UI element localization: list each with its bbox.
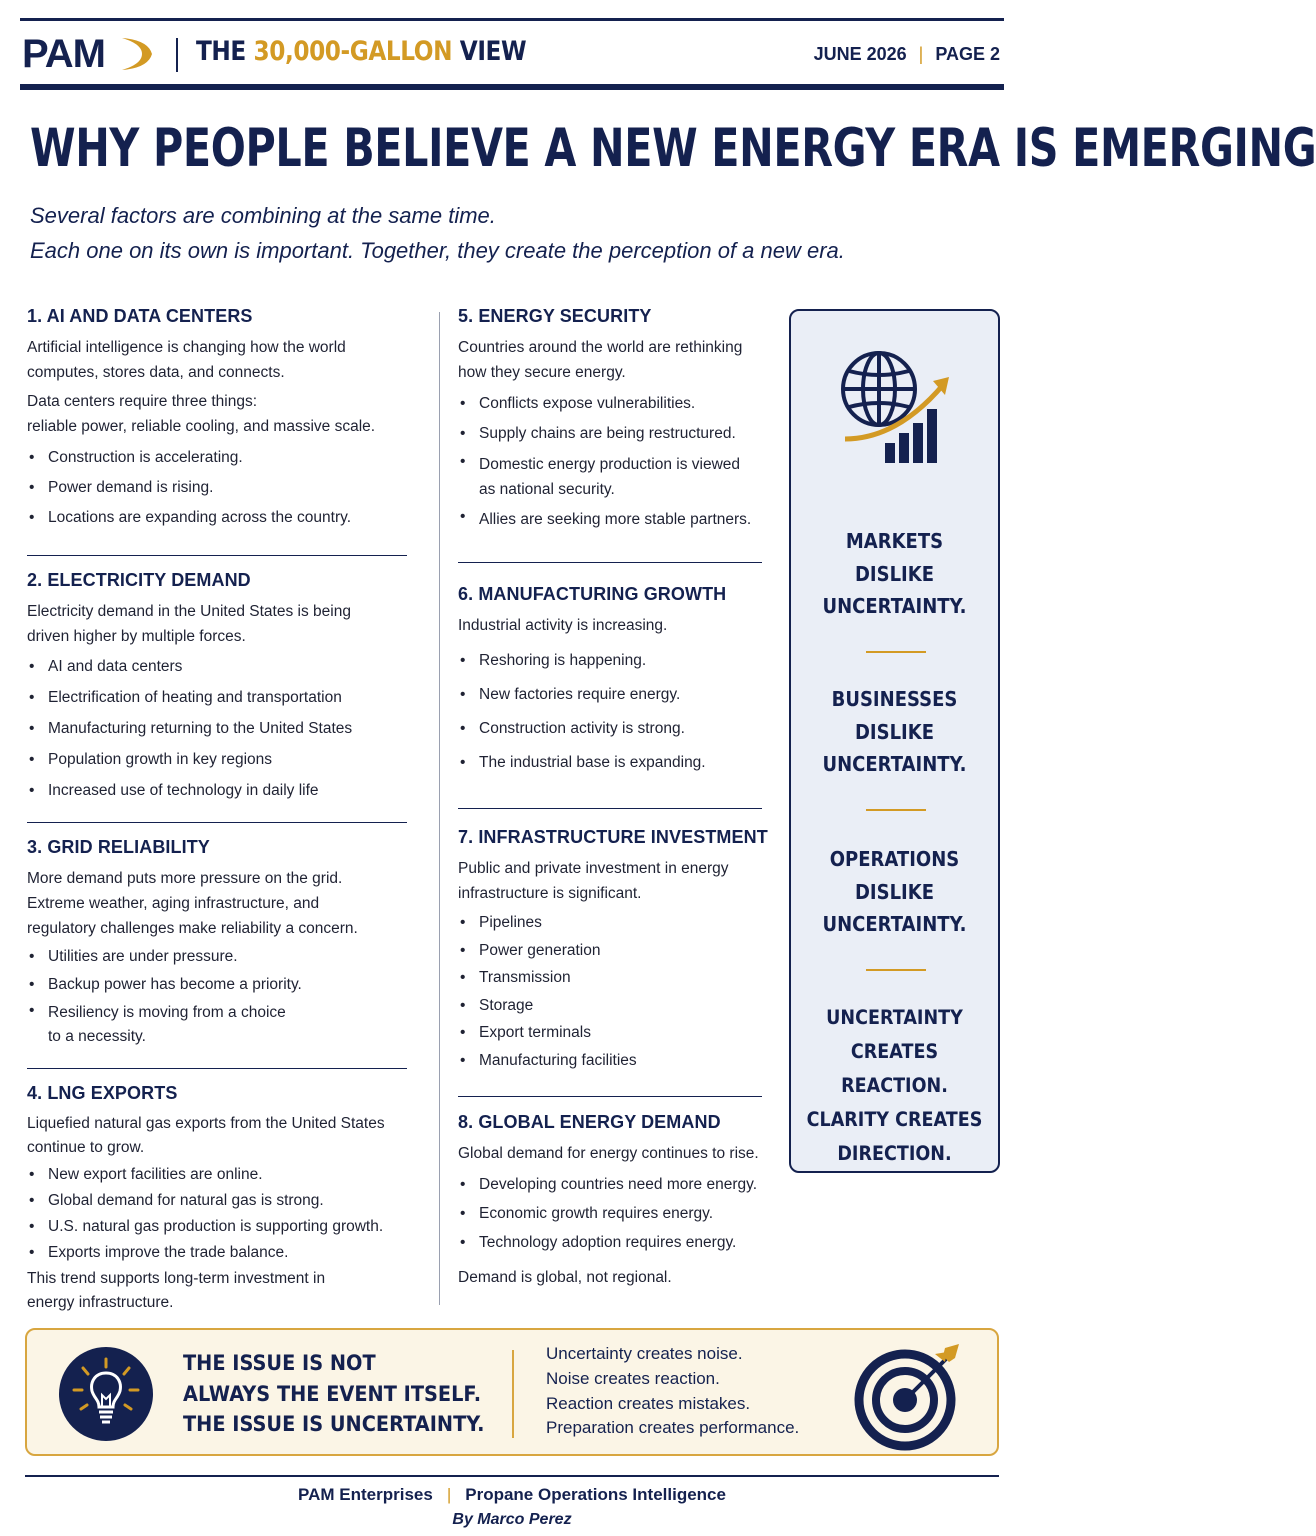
bullet-list — [27, 651, 407, 806]
section-paragraph: Industrial activity is increasing. — [458, 617, 668, 634]
list-item: • AI and data centers — [27, 651, 407, 682]
subtitle — [30, 198, 845, 268]
bullet-list — [458, 389, 778, 535]
text-line: BUSINESSES — [831, 687, 958, 711]
issue-info-separator: | — [918, 44, 924, 64]
text-line: as national security. — [479, 481, 615, 498]
lightbulb-icon — [59, 1347, 153, 1441]
list-item: • Global demand for natural gas is strong. — [27, 1188, 407, 1214]
text-line: regulatory challenges make reliability a concern. — [27, 920, 358, 937]
list-item: • Construction is accelerating. — [27, 443, 407, 473]
list-item: • Pipelines — [458, 909, 778, 937]
section-global-energy-demand — [458, 1112, 778, 1290]
callout-headline — [183, 1348, 484, 1440]
section-manufacturing-growth — [458, 584, 778, 780]
text-line: This trend supports long-term investment in — [27, 1270, 326, 1287]
text-line: how they secure energy. — [458, 364, 626, 381]
section-infrastructure-investment — [458, 827, 778, 1074]
text-line: UNCERTAINTY. — [822, 752, 967, 776]
list-item: • Technology adoption requires energy. — [458, 1228, 778, 1257]
header-separator — [176, 38, 178, 72]
issue-info — [814, 44, 1000, 65]
bullet-list — [458, 644, 778, 780]
footer-credits — [0, 1485, 1024, 1505]
section-energy-security — [458, 306, 778, 535]
list-item: • Construction activity is strong. — [458, 712, 778, 746]
section-paragraph: Global demand for energy continues to rise. — [458, 1145, 759, 1162]
list-item: • New export facilities are online. — [27, 1162, 407, 1188]
page-number: PAGE 2 — [935, 44, 1000, 64]
text-line: Countries around the world are rethinking — [458, 339, 743, 356]
subtitle-line-1: Several factors are combining at the same time. — [30, 203, 496, 228]
section-divider — [27, 555, 407, 556]
section-title: 7. INFRASTRUCTURE INVESTMENT — [458, 827, 768, 847]
pam-logo — [22, 30, 162, 78]
section-divider — [458, 1096, 762, 1097]
section-paragraph: Demand is global, not regional. — [458, 1269, 672, 1286]
sidebar-separator — [866, 809, 926, 811]
section-title: 2. ELECTRICITY DEMAND — [27, 570, 251, 590]
issue-date: JUNE 2026 — [813, 44, 907, 64]
callout-box — [25, 1328, 999, 1456]
section-paragraph — [27, 866, 407, 941]
text-line: MARKETS — [845, 529, 944, 553]
section-paragraph — [27, 599, 407, 649]
text-line: Preparation creates performance. — [546, 1418, 800, 1438]
sidebar-conclusion — [801, 1001, 987, 1171]
section-title: 1. AI AND DATA CENTERS — [27, 306, 253, 326]
text-line: THE ISSUE IS UNCERTAINTY. — [183, 1412, 485, 1436]
target-arrow-icon — [855, 1340, 965, 1450]
text-line: Artificial intelligence is changing how the world — [27, 339, 346, 356]
newsletter-highlight: 30,000-GALLON — [253, 36, 453, 67]
list-item: • Conflicts expose vulnerabilities. — [458, 389, 778, 419]
list-item: • Power demand is rising. — [27, 473, 407, 503]
text-line: computes, stores data, and connects. — [27, 364, 285, 381]
header-bottom-rule — [20, 84, 1004, 90]
section-title: 3. GRID RELIABILITY — [27, 837, 210, 857]
list-item: • Transmission — [458, 964, 778, 992]
footer-rule — [25, 1475, 999, 1477]
list-item: • Manufacturing returning to the United States — [27, 713, 407, 744]
list-item: • Utilities are under pressure. — [27, 943, 407, 971]
text-line: CREATES REACTION. — [841, 1040, 948, 1097]
list-item: • Population growth in key regions — [27, 744, 407, 775]
section-ai-data-centers — [27, 306, 407, 533]
section-paragraph — [458, 335, 778, 385]
newsletter-prefix: THE — [196, 36, 254, 67]
page-title: WHY PEOPLE BELIEVE A NEW ENERGY ERA IS EMERGING — [30, 118, 1316, 179]
section-divider — [27, 822, 407, 823]
bullet-list — [27, 943, 407, 1049]
text-line: UNCERTAINTY. — [822, 594, 967, 618]
text-line: reliable power, reliable cooling, and massive scale. — [27, 418, 376, 435]
section-title: 6. MANUFACTURING GROWTH — [458, 584, 727, 604]
text-line: • Resiliency is moving from a choice — [48, 1004, 286, 1021]
section-title: 4. LNG EXPORTS — [27, 1083, 178, 1103]
list-item: • Backup power has become a priority. — [27, 971, 407, 999]
section-divider — [458, 808, 762, 809]
list-item: • Increased use of technology in daily life — [27, 775, 407, 806]
section-divider — [27, 1068, 407, 1069]
sidebar-statement-operations — [801, 843, 987, 941]
text-line: UNCERTAINTY. — [822, 912, 967, 936]
text-line: Liquefied natural gas exports from the United States — [27, 1115, 385, 1132]
list-item — [458, 449, 778, 502]
callout-chain — [546, 1342, 799, 1441]
section-lng-exports — [27, 1083, 407, 1315]
newsletter-name — [196, 36, 526, 67]
sidebar-separator — [866, 651, 926, 653]
list-item: • Reshoring is happening. — [458, 644, 778, 678]
text-line: Extreme weather, aging infrastructure, and — [27, 895, 320, 912]
bullet-list — [27, 443, 407, 533]
subtitle-line-2: Each one on its own is important. Together, they create the perception of a new era. — [30, 238, 845, 263]
text-line: DISLIKE — [854, 561, 935, 586]
sidebar-separator — [866, 969, 926, 971]
section-electricity-demand — [27, 570, 407, 806]
text-line: continue to grow. — [27, 1139, 145, 1156]
text-line: Data centers require three things: — [27, 393, 258, 410]
section-divider — [458, 562, 762, 563]
sidebar-panel — [789, 309, 1000, 1173]
section-title: 5. ENERGY SECURITY — [458, 306, 652, 326]
company-tagline: Propane Operations Intelligence — [465, 1485, 726, 1504]
text-line: UNCERTAINTY — [826, 1006, 963, 1029]
text-line: ALWAYS THE EVENT ITSELF. — [183, 1381, 482, 1406]
list-item: • Allies are seeking more stable partners. — [458, 502, 778, 535]
text-line: energy infrastructure. — [27, 1294, 174, 1311]
text-line: THE ISSUE IS NOT — [183, 1351, 376, 1375]
list-item: • Locations are expanding across the country. — [27, 503, 407, 533]
text-line: DIRECTION. — [837, 1142, 952, 1165]
text-line: DISLIKE — [854, 879, 935, 904]
section-title: 8. GLOBAL ENERGY DEMAND — [458, 1112, 721, 1132]
logo-swoosh-icon — [118, 34, 158, 74]
newsletter-suffix: VIEW — [452, 36, 527, 67]
list-item: • Exports improve the trade balance. — [27, 1240, 407, 1266]
list-item: • The industrial base is expanding. — [458, 746, 778, 780]
section-paragraph — [27, 1112, 407, 1160]
text-line: Noise creates reaction. — [546, 1368, 720, 1388]
list-item: • Storage — [458, 992, 778, 1020]
section-grid-reliability — [27, 837, 407, 1049]
section-paragraph — [27, 335, 407, 385]
list-item — [27, 999, 407, 1049]
text-line: More demand puts more pressure on the grid. — [27, 870, 343, 887]
company-name: PAM Enterprises — [298, 1485, 433, 1504]
list-item: • Developing countries need more energy. — [458, 1170, 778, 1199]
text-line: to a necessity. — [48, 1028, 146, 1045]
text-line: infrastructure is significant. — [458, 885, 642, 902]
bullet-list — [458, 1170, 778, 1257]
callout-separator — [512, 1350, 514, 1438]
header-top-rule — [20, 18, 1004, 21]
text-line: Uncertainty creates noise. — [546, 1344, 743, 1363]
text-line: CLARITY CREATES — [806, 1108, 983, 1131]
bullet-list — [458, 909, 778, 1074]
section-paragraph — [458, 856, 778, 906]
column-divider — [439, 312, 440, 1305]
list-item: • Supply chains are being restructured. — [458, 419, 778, 449]
byline: By Marco Perez — [452, 1511, 572, 1528]
text-line: DISLIKE — [854, 719, 935, 744]
footer-separator: | — [446, 1485, 452, 1504]
list-item: • Manufacturing facilities — [458, 1047, 778, 1075]
section-paragraph — [27, 389, 407, 439]
text-line: Electricity demand in the United States is being — [27, 603, 351, 620]
list-item: • U.S. natural gas production is supporting growth. — [27, 1214, 407, 1240]
list-item: • Electrification of heating and transportation — [27, 682, 407, 713]
text-line: Public and private investment in energy — [458, 860, 729, 877]
sidebar-statement-businesses — [801, 683, 987, 781]
text-line: • Domestic energy production is viewed — [479, 456, 741, 473]
list-item: • Economic growth requires energy. — [458, 1199, 778, 1228]
list-item: • New factories require energy. — [458, 678, 778, 712]
logo-text: PAM — [22, 32, 105, 76]
list-item: • Power generation — [458, 937, 778, 965]
text-line: Reaction creates mistakes. — [546, 1393, 751, 1413]
section-paragraph — [27, 1267, 407, 1315]
bullet-list — [27, 1162, 407, 1266]
globe-growth-chart-icon — [837, 347, 957, 467]
sidebar-statement-markets — [801, 525, 987, 623]
text-line: driven higher by multiple forces. — [27, 628, 246, 645]
list-item: • Export terminals — [458, 1019, 778, 1047]
text-line: OPERATIONS — [829, 847, 960, 871]
